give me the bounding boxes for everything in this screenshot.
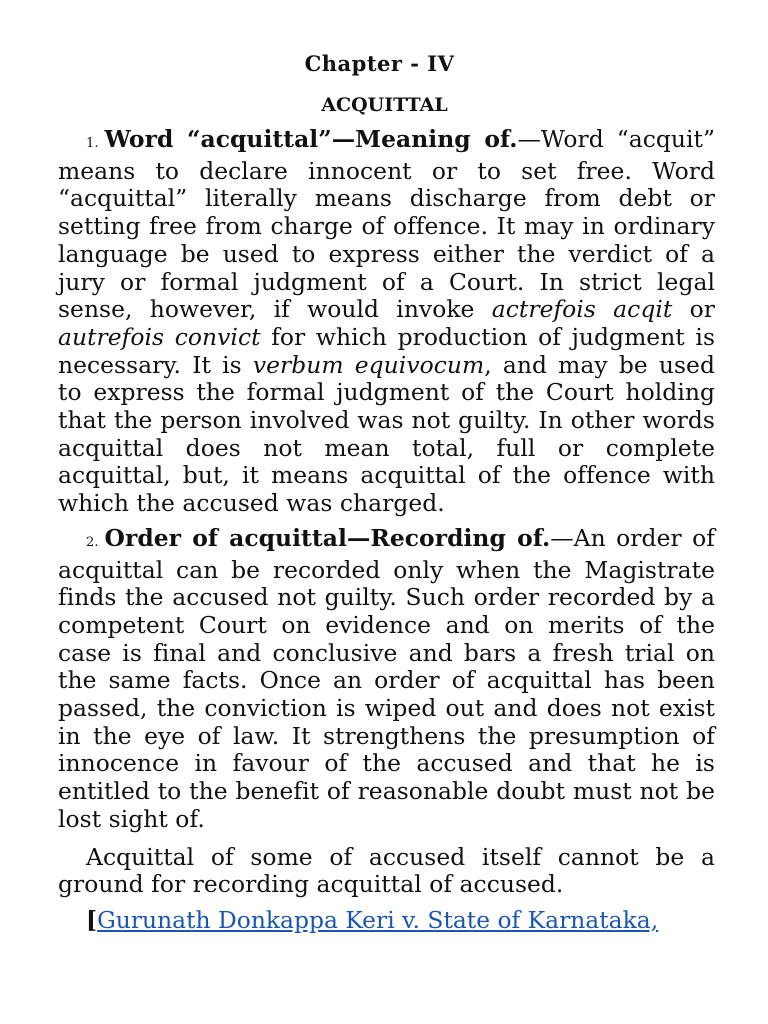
section-1-italic-term-2: autrefois convict [58, 322, 261, 351]
section-1-paragraph [58, 126, 715, 518]
document-page [58, 48, 715, 934]
section-2-paragraph [58, 525, 715, 834]
section-1-text-part-1: —Word “acquit” means to declare innocent or to set free. Word “acquittal” literally means discharge from debt or setting free from charge of offence. It may in ordinary language be used to express either the verdict of a jury or formal judgment of a Court. In strict legal sense, however, if would invoke [58, 125, 715, 324]
section-1-text-part-2: or [672, 295, 716, 324]
section-3-paragraph [58, 844, 715, 899]
chapter-heading: Chapter - IV [304, 51, 455, 76]
section-2-heading: Order of acquittal—Recording of. [104, 523, 551, 552]
section-1-heading: Word “acquittal”—Meaning of. [104, 125, 518, 153]
section-2-text: —An order of acquittal can be recorded only when the Magistrate finds the accused not guilty. Such order recorded by a competent Court on evidence and on merits of the case is final and conclusive and bars a fresh trial on the same facts. Once an order of acquittal has been passed, the conviction is wiped out and does not exist in the eye of law. It strengthens the presumption of innocence in favour of the accused and that he is entitled to the benefit of reasonable doubt must not be lost sight of. [58, 523, 716, 833]
section-1-number: 1. [86, 136, 99, 151]
section-1-italic-term-3: verbum equivocum [252, 350, 485, 379]
section-1-text-part-4: , and may be used to express the formal judgment of the Court holding that the person involved was not guilty. In other words acquittal does not mean total, full or complete acquittal, but, it means acquittal of the offence with which the accused was charged. [58, 350, 715, 518]
citation-line [58, 906, 715, 934]
section-1-text-part-3: for which production of judgment is necessary. It is [58, 322, 715, 379]
chapter-title: ACQUITTAL [321, 94, 448, 116]
section-2-number: 2. [86, 534, 99, 550]
citation-case-link[interactable]: Gurunath Donkappa Keri v. State of Karnataka, [97, 905, 659, 934]
section-3-text: Acquittal of some of accused itself cannot be a ground for recording acquittal of accused. [58, 842, 715, 899]
citation-open-bracket: [ [86, 905, 98, 934]
section-1-italic-term-1: actrefois acqit [491, 295, 673, 324]
